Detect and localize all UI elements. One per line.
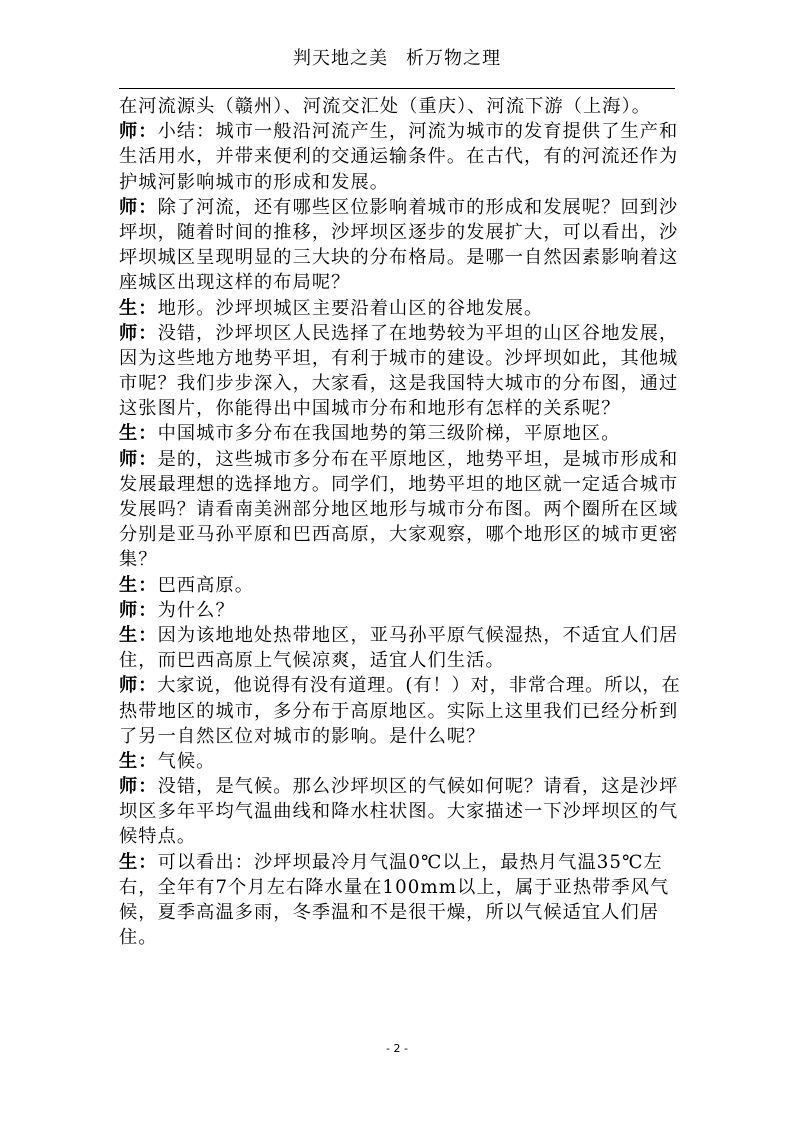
line-text: 坪坝，随着时间的推移，沙坪坝区逐步的发展扩大，可以看出，沙 [119, 221, 679, 243]
header-right-text: 析万物之理 [406, 48, 501, 69]
text-line [119, 447, 681, 472]
line-text: 集？ [119, 549, 158, 571]
text-line [119, 144, 681, 169]
header-left-text: 判天地之美 [293, 48, 388, 69]
text-line [119, 472, 681, 497]
line-text: 住，而巴西高原上气候凉爽，适宜人们生活。 [119, 650, 505, 672]
text-line [119, 598, 681, 623]
text-line [119, 396, 681, 421]
line-text: 因为该地地处热带地区，亚马孙平原气候湿热，不适宜人们居 [157, 624, 679, 646]
text-line [119, 724, 681, 749]
line-text: 生活用水，并带来便利的交通运输条件。在古代，有的河流还作为 [119, 146, 679, 168]
speaker-label: 生： [119, 297, 158, 319]
line-text: 地形。沙坪坝城区主要沿着山区的谷地发展。 [157, 297, 544, 319]
line-text: 坝区多年平均气温曲线和降水柱状图。大家描述一下沙坪坝区的气 [119, 801, 679, 823]
line-text: 大家说，他说得有没有道理。(有！）对，非常合理。所以，在 [157, 675, 681, 697]
line-text: 没错，是气候。那么沙坪坝区的气候如何呢？请看，这是沙坪 [157, 776, 679, 798]
text-line [119, 749, 681, 774]
line-text: 热带地区的城市，多分布于高原地区。实际上这里我们已经分析到 [119, 700, 679, 722]
speaker-label: 生： [119, 851, 158, 873]
text-line [119, 900, 681, 925]
line-text: 发展最理想的选择地方。同学们，地势平坦的地区就一定适合城市 [119, 473, 679, 495]
line-text: 护城河影响城市的形成和发展。 [119, 171, 390, 193]
text-line [119, 573, 681, 598]
speaker-label: 师： [119, 196, 158, 218]
text-line [119, 850, 681, 875]
line-text: 中国城市多分布在我国地势的第三级阶梯，平原地区。 [157, 423, 621, 445]
text-line [119, 346, 681, 371]
line-text: 分别是亚马孙平原和巴西高原，大家观察，哪个地形区的城市更密 [119, 524, 679, 546]
line-text: 了另一自然区位对城市的影响。是什么呢？ [119, 725, 486, 747]
speaker-label: 生： [119, 574, 158, 596]
line-text: 座城区出现这样的布局呢？ [119, 272, 351, 294]
text-line [119, 421, 681, 446]
text-line [119, 94, 681, 119]
page-number: - 2 - [386, 1042, 408, 1055]
speaker-label: 师： [119, 776, 158, 798]
text-line [119, 245, 681, 270]
line-text: 是的，这些城市多分布在平原地区，地势平坦，是城市形成和 [157, 448, 679, 470]
text-line [119, 270, 681, 295]
line-text: 巴西高原。 [157, 574, 255, 596]
line-text: 右，全年有7个月左右降水量在100mm以上，属于亚热带季风气 [119, 876, 670, 898]
text-line [119, 497, 681, 522]
text-line [119, 119, 681, 144]
line-text: 小结：城市一般沿河流产生，河流为城市的发育提供了生产和 [157, 121, 679, 143]
page-header [0, 44, 794, 70]
line-text: 除了河流，还有哪些区位影响着城市的形成和发展呢？回到沙 [157, 196, 679, 218]
text-line [119, 220, 681, 245]
line-text: 气候。 [157, 750, 216, 772]
text-line [119, 699, 681, 724]
text-line [119, 875, 681, 900]
line-text: 市呢？我们步步深入，大家看，这是我国特大城市的分布图，通过 [119, 373, 679, 395]
text-line [119, 799, 681, 824]
speaker-label: 师： [119, 599, 158, 621]
line-text: 坪坝城区呈现明显的三大块的分布格局。是哪一自然因素影响着这 [119, 247, 679, 269]
speaker-label: 师： [119, 448, 158, 470]
text-line [119, 170, 681, 195]
text-line [119, 195, 681, 220]
text-line [119, 648, 681, 673]
line-text: 候特点。 [119, 826, 197, 848]
line-text: 这张图片，你能得出中国城市分布和地形有怎样的关系呢？ [119, 398, 621, 420]
line-text: 候，夏季高温多雨，冬季温和不是很干燥，所以气候适宜人们居 [119, 902, 660, 923]
speaker-label: 师： [119, 121, 158, 143]
line-text: 因为这些地方地势平坦，有利于城市的建设。沙坪坝如此，其他城 [119, 347, 679, 369]
text-line [119, 925, 681, 950]
text-line [119, 673, 681, 698]
speaker-label: 生： [119, 624, 158, 646]
text-line [119, 547, 681, 572]
text-line [119, 774, 681, 799]
header-rule [119, 88, 675, 89]
text-line [119, 296, 681, 321]
speaker-label: 师： [119, 322, 158, 344]
speaker-label: 师： [119, 675, 158, 697]
line-text: 为什么？ [157, 599, 235, 621]
speaker-label: 生： [119, 750, 158, 772]
document-body [119, 94, 681, 950]
line-text: 可以看出：沙坪坝最冷月气温0℃以上，最热月气温35℃左 [157, 851, 663, 873]
line-text: 发展吗？请看南美洲部分地区地形与城市分布图。两个圈所在区域 [119, 499, 679, 520]
text-line [119, 371, 681, 396]
text-line [119, 321, 681, 346]
text-line [119, 623, 681, 648]
line-text: 没错，沙坪坝区人民选择了在地势较为平坦的山区谷地发展， [157, 322, 679, 344]
speaker-label: 生： [119, 423, 158, 445]
text-line [119, 824, 681, 849]
line-text: 在河流源头（赣州）、河流交汇处（重庆）、河流下游（上海）。 [119, 96, 652, 117]
text-line [119, 522, 681, 547]
line-text: 住。 [119, 927, 158, 949]
